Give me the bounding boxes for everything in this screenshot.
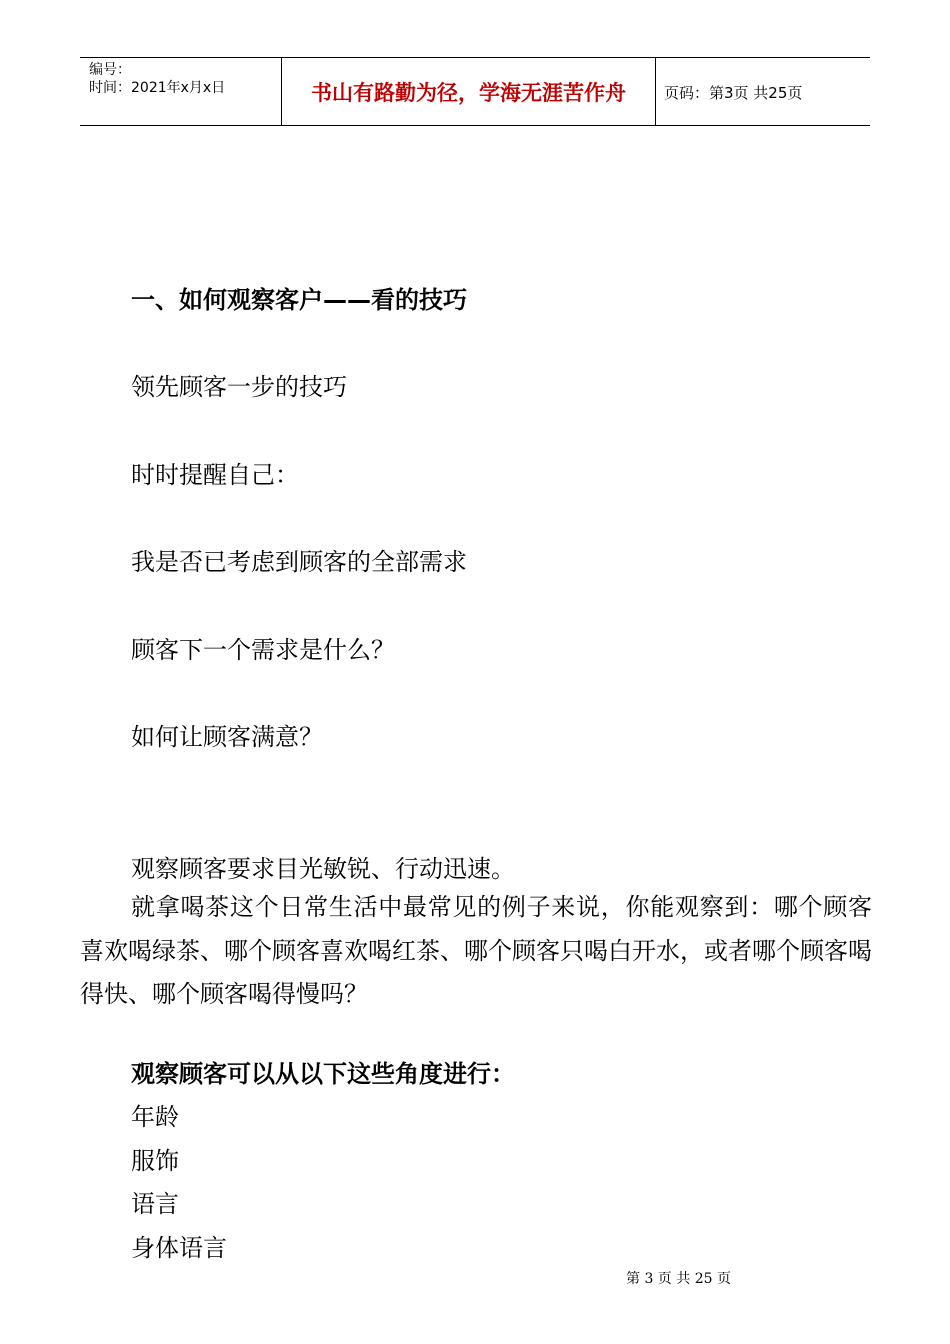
header-divider [655,58,656,125]
list-item: 年龄 [131,1103,179,1131]
header-motto: 书山有路勤为径，学海无涯苦作舟 [311,80,626,105]
list-item: 身体语言 [131,1234,227,1262]
list-item: 服饰 [131,1147,179,1175]
question-1: 我是否已考虑到顾客的全部需求 [131,548,467,576]
angles-heading: 观察顾客可以从以下这些角度进行： [131,1060,515,1088]
list-item: 语言 [131,1190,179,1218]
header-page-info: 页码：第3页 共25页 [664,84,803,102]
question-2: 顾客下一个需求是什么？ [131,636,395,664]
reminder-text: 时时提醒自己： [131,461,299,489]
page-footer: 第 3 页 共 25 页 [626,1271,731,1287]
section-heading: 一、如何观察客户——看的技巧 [131,286,467,314]
document-time-label: 时间：2021年x月x日 [89,80,226,96]
header-meta [89,61,225,97]
page-header [80,57,870,126]
document-number-label: 编号： [89,62,131,78]
subheading: 领先顾客一步的技巧 [131,373,347,401]
paragraph-1: 观察顾客要求目光敏锐、行动迅速。 [131,855,515,883]
paragraph-2: 就拿喝茶这个日常生活中最常见的例子来说，你能观察到：哪个顾客喜欢喝绿茶、哪个顾客喜欢喝红茶、哪个顾客只喝白开水，或者哪个顾客喝得快、哪个顾客喝得慢吗？ [80,893,872,1008]
question-3: 如何让顾客满意？ [131,723,323,751]
